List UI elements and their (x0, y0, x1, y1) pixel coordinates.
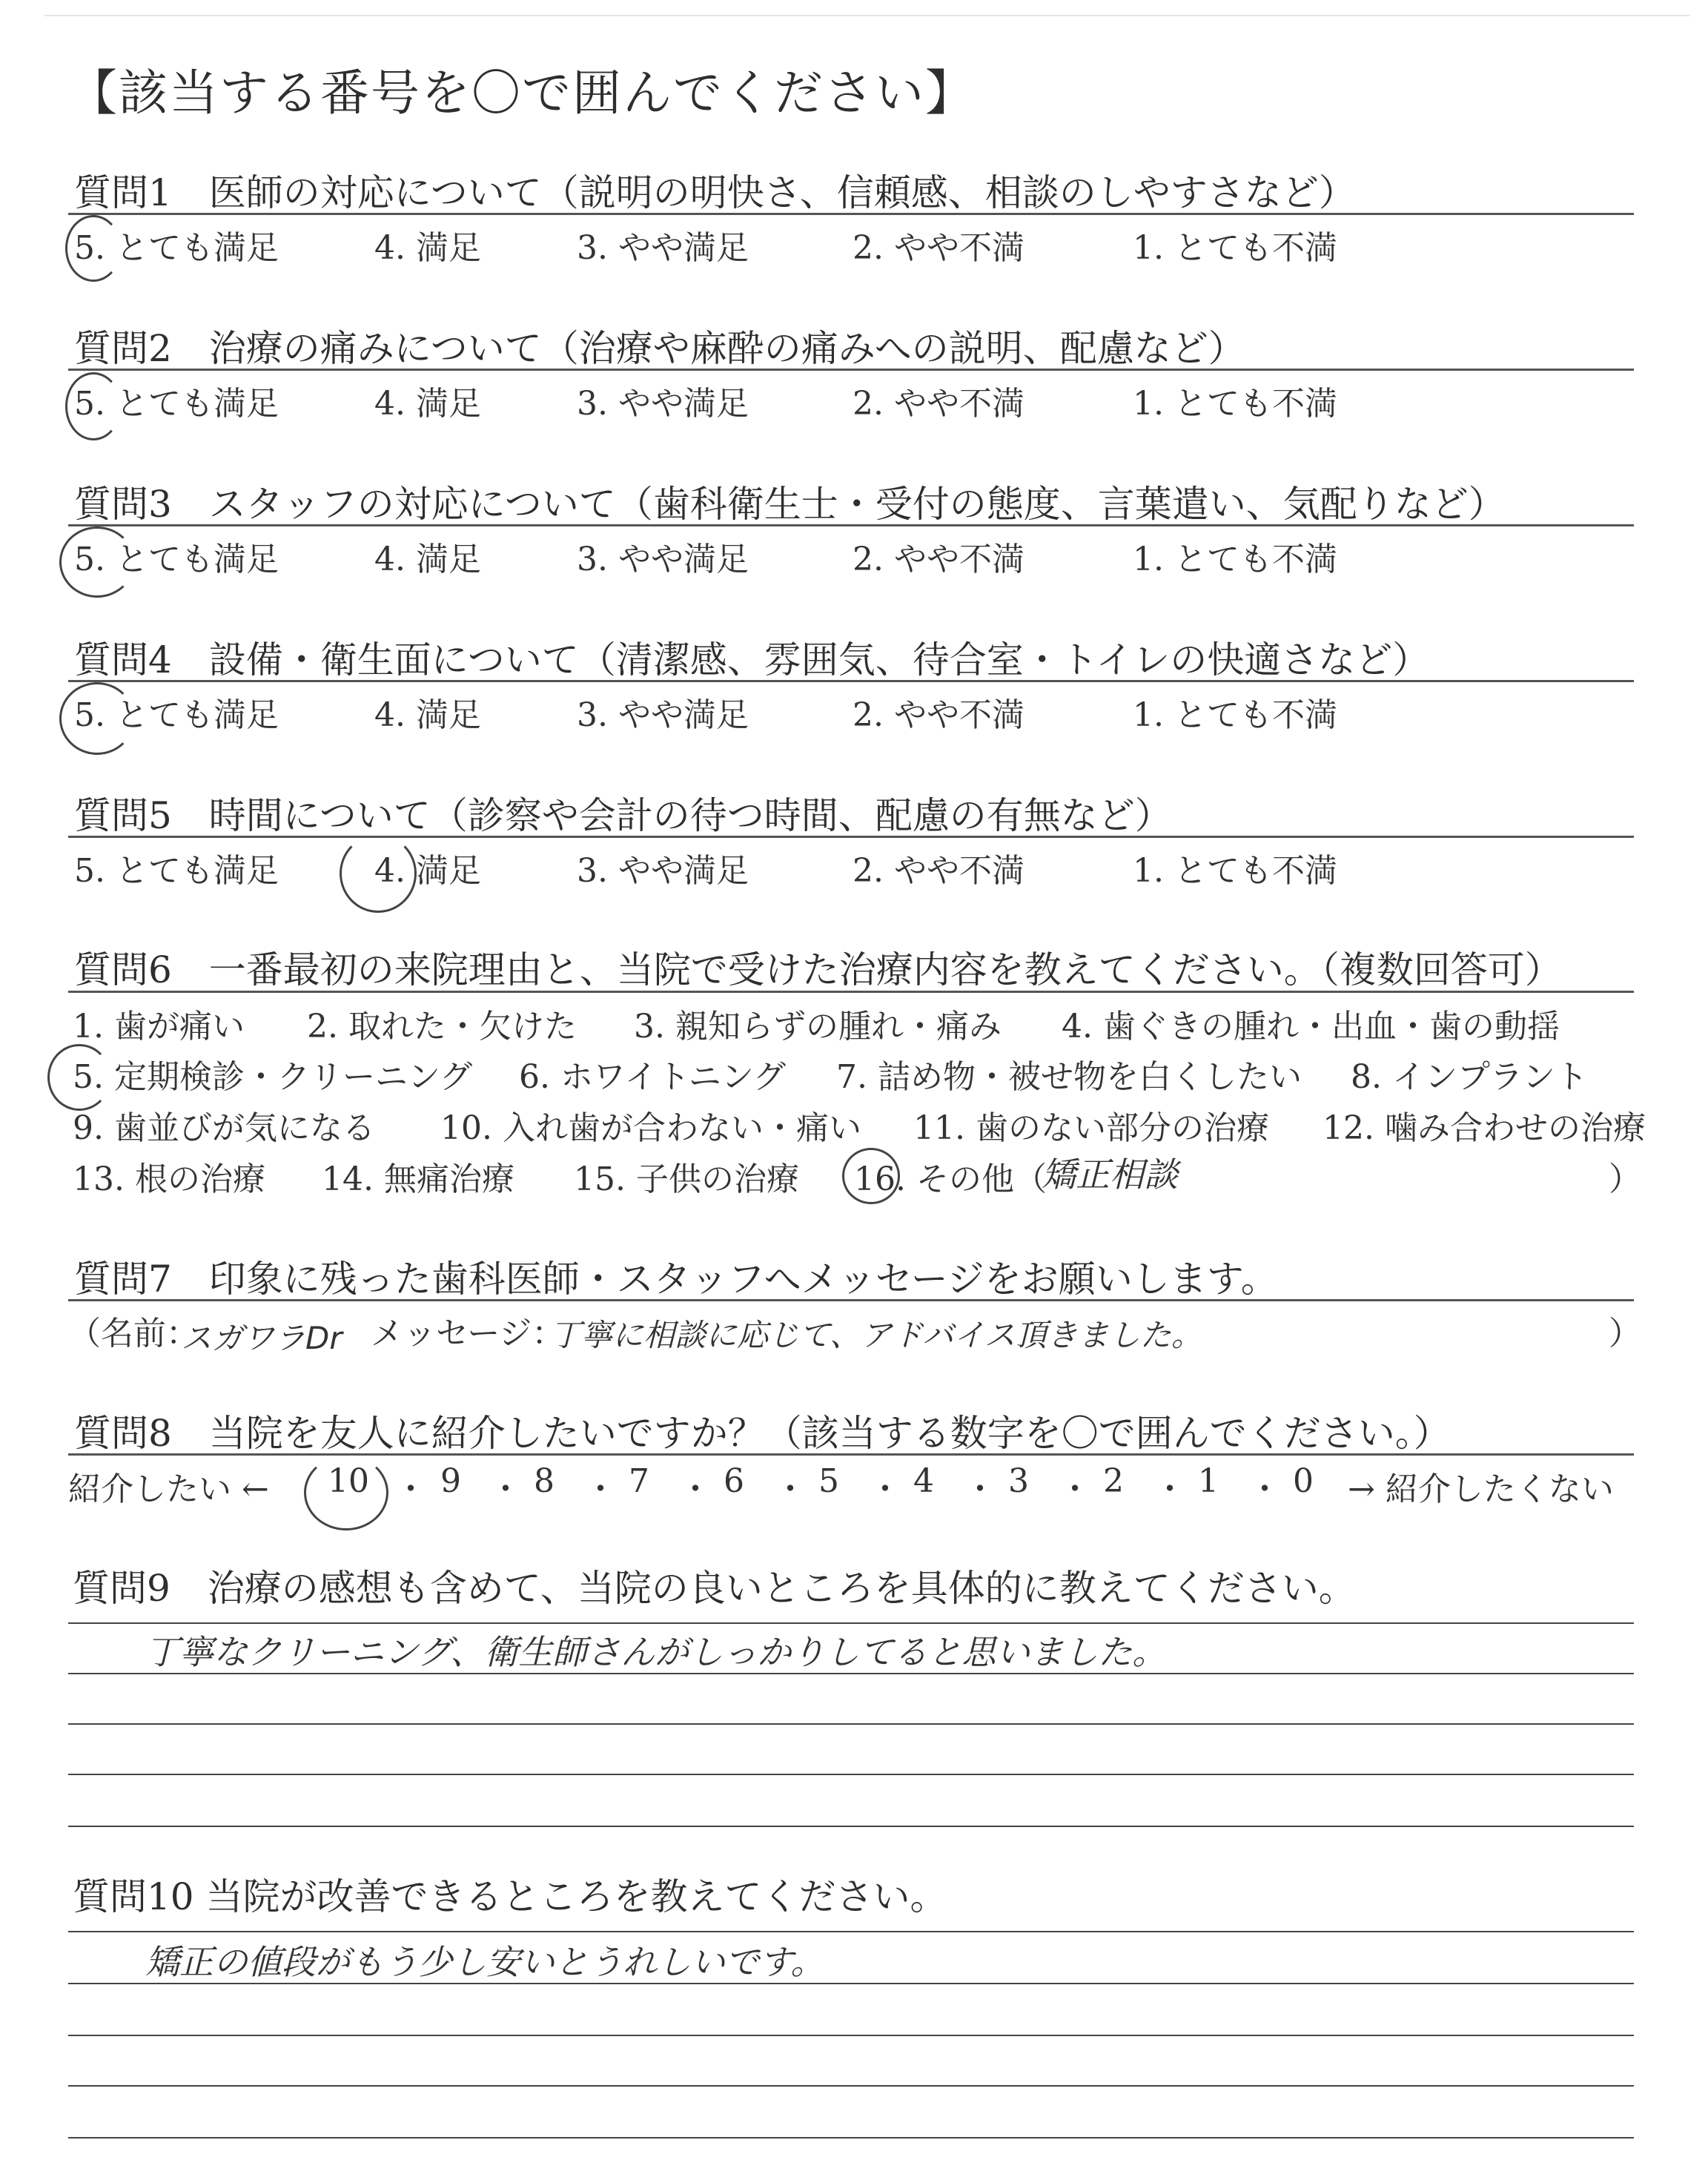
q1-rule (68, 213, 1634, 215)
q8-score-1[interactable]: 1 (1198, 1462, 1219, 1500)
q8-score-4[interactable]: 4 (913, 1462, 934, 1500)
q1-option-4[interactable]: 4. 満足 (374, 229, 481, 267)
q9-writing-line-1 (68, 1622, 1634, 1624)
q6-option-5[interactable]: 5. 定期検診・クリーニング (73, 1058, 473, 1096)
top-border (44, 15, 1690, 16)
q8-dot: ・ (394, 1470, 427, 1508)
q8-left-label: 紹介したい ← (68, 1470, 269, 1508)
q4-label: 質問4 設備・衛生面について（清潔感、雰囲気、待合室・トイレの快適さなど） (74, 638, 1430, 681)
q8-score-7[interactable]: 7 (629, 1462, 649, 1500)
q3-option-4[interactable]: 4. 満足 (374, 541, 481, 578)
q10-label: 質問10 当院が改善できるところを教えてください。 (73, 1875, 947, 1918)
q8-rule (68, 1453, 1634, 1456)
q8-score-9[interactable]: 9 (440, 1462, 461, 1500)
q5-label: 質問5 時間について（診察や会計の待つ時間、配慮の有無など） (74, 794, 1172, 837)
q8-dot: ・ (1248, 1470, 1281, 1508)
q8-score-2[interactable]: 2 (1103, 1462, 1124, 1500)
q6-option-12[interactable]: 12. 噛み合わせの治療 (1323, 1109, 1646, 1147)
q1-option-2[interactable]: 2. やや不満 (853, 229, 1025, 267)
q2-option-2[interactable]: 2. やや不満 (853, 385, 1025, 423)
q8-label: 質問8 当院を友人に紹介したいですか？（該当する数字を〇で囲んでください。） (74, 1412, 1451, 1455)
q9-label: 質問9 治療の感想も含めて、当院の良いところを具体的に教えてください。 (73, 1567, 1356, 1610)
q6-option-16[interactable]: 16. その他（ (854, 1160, 1047, 1198)
q8-dot: ・ (869, 1470, 901, 1508)
q10-writing-line-5 (68, 2137, 1634, 2138)
q6-option-14[interactable]: 14. 無痛治療 (322, 1160, 514, 1198)
q10-handwritten-answer: 矯正の値段がもう少し安いとうれしいです。 (145, 1942, 825, 1982)
q8-score-10[interactable]: 10 (328, 1462, 369, 1500)
q9-writing-line-5 (68, 1826, 1634, 1827)
q2-rule (68, 369, 1634, 371)
q8-dot: ・ (679, 1470, 712, 1508)
q3-selection-circle (59, 526, 135, 598)
q5-option-3[interactable]: 3. やや満足 (577, 852, 749, 890)
q3-option-2[interactable]: 2. やや不満 (853, 541, 1025, 578)
q6-selection-circle-16 (842, 1148, 900, 1204)
q5-option-4[interactable]: 4. 満足 (374, 852, 481, 890)
q5-selection-circle (340, 834, 417, 913)
q8-dot: ・ (964, 1470, 996, 1508)
q2-option-1[interactable]: 1. とても不満 (1133, 385, 1337, 423)
q2-option-4[interactable]: 4. 満足 (374, 385, 481, 423)
q1-label: 質問1 医師の対応について（説明の明快さ、信頼感、相談のしやすさなど） (74, 171, 1356, 214)
q2-label: 質問2 治療の痛みについて（治療や麻酔の痛みへの説明、配慮など） (74, 327, 1245, 370)
q4-option-5[interactable]: 5. とても満足 (74, 696, 279, 734)
q8-dot: ・ (489, 1470, 522, 1508)
q3-option-1[interactable]: 1. とても不満 (1133, 541, 1337, 578)
q3-label: 質問3 スタッフの対応について（歯科衛生士・受付の態度、言葉遣い、気配りなど） (74, 483, 1506, 526)
q8-score-8[interactable]: 8 (534, 1462, 555, 1500)
q10-writing-line-3 (68, 2035, 1634, 2036)
q8-score-5[interactable]: 5 (818, 1462, 839, 1500)
q10-writing-line-1 (68, 1931, 1634, 1932)
q4-rule (68, 680, 1634, 682)
q6-option-4[interactable]: 4. 歯ぐきの腫れ・出血・歯の動揺 (1062, 1008, 1560, 1046)
q3-option-5[interactable]: 5. とても満足 (74, 541, 279, 578)
q8-dot: ・ (1153, 1470, 1186, 1508)
q4-option-2[interactable]: 2. やや不満 (853, 696, 1025, 734)
q3-rule (68, 524, 1634, 526)
q9-writing-line-4 (68, 1774, 1634, 1775)
q10-writing-line-4 (68, 2085, 1634, 2087)
q9-writing-line-3 (68, 1723, 1634, 1725)
q6-option-13[interactable]: 13. 根の治療 (73, 1160, 265, 1198)
q7-close-paren: ） (1609, 1315, 1641, 1353)
page-title: 【該当する番号を〇で囲んでください】 (68, 65, 976, 122)
q8-score-3[interactable]: 3 (1008, 1462, 1029, 1500)
q2-selection-circle (65, 372, 122, 440)
q6-option-8[interactable]: 8. インプラント (1351, 1058, 1588, 1096)
q4-option-4[interactable]: 4. 満足 (374, 696, 481, 734)
q5-option-1[interactable]: 1. とても不満 (1133, 852, 1337, 890)
q1-option-5[interactable]: 5. とても満足 (74, 229, 279, 267)
q6-option-15[interactable]: 15. 子供の治療 (574, 1160, 799, 1198)
q1-option-1[interactable]: 1. とても不満 (1133, 229, 1337, 267)
q4-selection-circle (59, 682, 135, 755)
q5-option-2[interactable]: 2. やや不満 (853, 852, 1025, 890)
q6-option-1[interactable]: 1. 歯が痛い (73, 1008, 245, 1046)
q2-option-3[interactable]: 3. やや満足 (577, 385, 749, 423)
q2-option-5[interactable]: 5. とても満足 (74, 385, 279, 423)
q6-other-handwritten: 矯正相談 (1042, 1155, 1178, 1195)
q7-rule (68, 1299, 1634, 1301)
q7-message-label: メッセージ： (371, 1315, 565, 1353)
q6-option-3[interactable]: 3. 親知らずの腫れ・痛み (634, 1008, 1002, 1046)
q6-option-7[interactable]: 7. 詰め物・被せ物を白くしたい (836, 1058, 1302, 1096)
q7-message-handwritten: 丁寧に相談に応じて、アドバイス頂きました。 (550, 1317, 1202, 1353)
q7-name-label: （名前： (68, 1315, 199, 1353)
q9-writing-line-2 (68, 1673, 1634, 1674)
q8-dot: ・ (584, 1470, 617, 1508)
q6-rule (68, 991, 1634, 993)
q6-option-6[interactable]: 6. ホワイトニング (519, 1058, 787, 1096)
q6-option-9[interactable]: 9. 歯並びが気になる (73, 1109, 375, 1147)
q6-option-10[interactable]: 10. 入れ歯が合わない・痛い (440, 1109, 861, 1147)
q6-selection-circle-5 (47, 1044, 111, 1111)
q4-option-3[interactable]: 3. やや満足 (577, 696, 749, 734)
q6-label: 質問6 一番最初の来院理由と、当院で受けた治療内容を教えてください。（複数回答可） (74, 948, 1562, 991)
q8-dot: ・ (774, 1470, 807, 1508)
q4-option-1[interactable]: 1. とても不満 (1133, 696, 1337, 734)
q5-option-5[interactable]: 5. とても満足 (74, 852, 279, 890)
q6-close-paren: ） (1609, 1160, 1641, 1198)
q3-option-3[interactable]: 3. やや満足 (577, 541, 749, 578)
q8-score-0[interactable]: 0 (1293, 1462, 1314, 1500)
q8-dot: ・ (1059, 1470, 1091, 1508)
q5-rule (68, 836, 1634, 838)
q9-handwritten-answer: 丁寧なクリーニング、衛生師さんがしっかりしてると思いました。 (145, 1632, 1167, 1672)
q8-score-6[interactable]: 6 (724, 1462, 744, 1500)
q6-option-11[interactable]: 11. 歯のない部分の治療 (913, 1109, 1269, 1147)
q7-label: 質問7 印象に残った歯科医師・スタッフへメッセージをお願いします。 (74, 1258, 1278, 1301)
q10-writing-line-2 (68, 1983, 1634, 1984)
q8-selection-circle (304, 1455, 388, 1530)
q6-option-2[interactable]: 2. 取れた・欠けた (307, 1008, 577, 1046)
q1-option-3[interactable]: 3. やや満足 (577, 229, 749, 267)
q7-name-handwritten: スガワラDr (181, 1320, 342, 1356)
q1-selection-circle (65, 215, 122, 282)
q8-right-label: → 紹介したくない (1348, 1470, 1614, 1508)
